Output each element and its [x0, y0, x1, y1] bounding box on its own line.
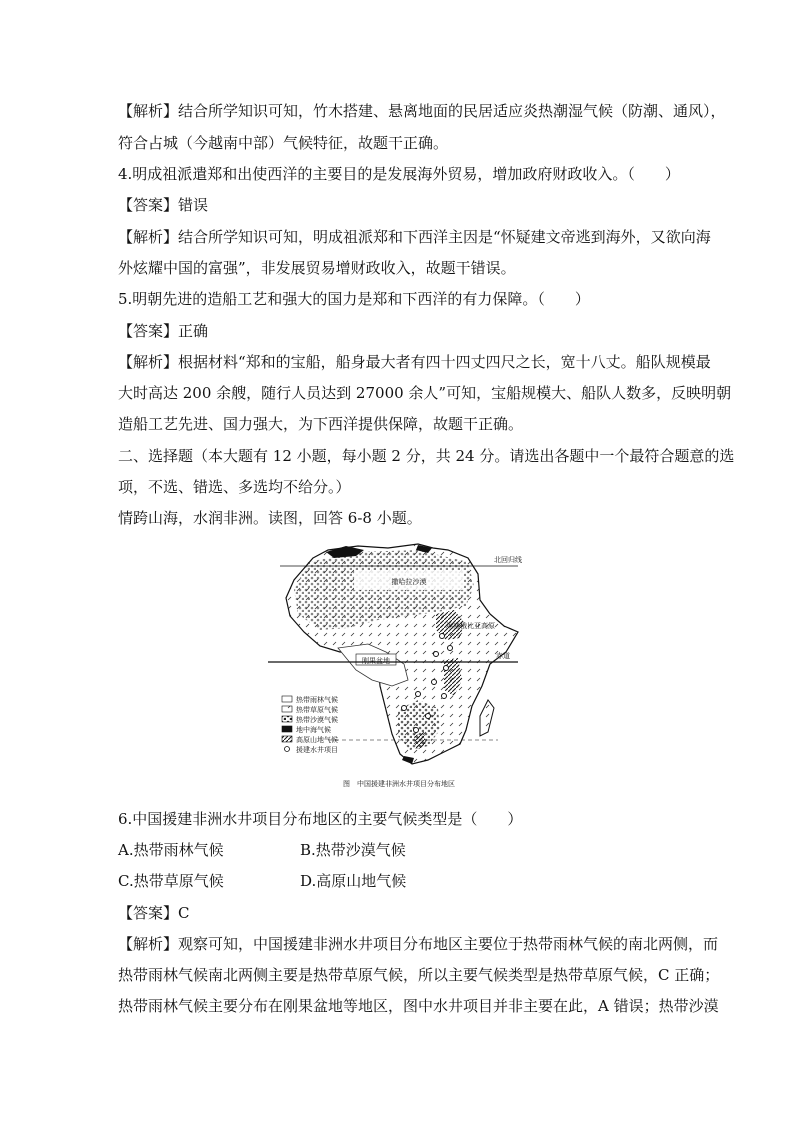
well-marker — [402, 706, 407, 711]
tropic-label: 北回归线 — [494, 556, 522, 564]
well-marker — [414, 728, 419, 733]
congo-label: 刚果盆地 — [362, 657, 390, 665]
well-marker — [416, 692, 421, 697]
answer-6: 【答案】C — [118, 904, 190, 922]
question-6-stem: 6.中国援建非洲水井项目分布地区的主要气候类型是（ ） — [118, 810, 523, 828]
analysis-tag: 【解析】 — [118, 102, 179, 120]
analysis-6-line-2: 热带雨林气候南北两侧主要是热带草原气候，所以主要气候类型是热带草原气候，C 正确； — [118, 966, 720, 984]
legend-label: 援建水井项目 — [296, 746, 338, 754]
legend-label: 高原山地气候 — [296, 736, 338, 744]
legend-label: 地中海气候 — [296, 726, 331, 734]
well-marker — [442, 694, 447, 699]
well-marker — [432, 680, 437, 685]
answer-tag: 【答案】 — [118, 904, 179, 922]
figure-caption: 图 中国援建非洲水井项目分布地区 — [343, 780, 455, 788]
legend-swatch-mediterranean — [282, 726, 292, 732]
analysis-tag: 【解析】 — [118, 353, 179, 371]
analysis-6-line-3: 热带雨林气候主要分布在刚果盆地等地区，图中水井项目并非主要在此，A 错误；热带沙漠 — [118, 997, 719, 1015]
sahara-label: 撒哈拉沙漠 — [391, 578, 427, 586]
answer-5: 【答案】正确 — [118, 322, 209, 340]
section-heading-line-1: 二、选择题（本大题有 12 小题，每小题 2 分，共 24 分。请选出各题中一个最符合题意的选 — [118, 447, 735, 465]
material-intro: 情跨山海，水润非洲。读图，回答 6-8 小题。 — [118, 509, 422, 527]
option-b[interactable]: B.热带沙漠气候 — [300, 841, 406, 859]
analysis-4-line-1: 【解析】结合所学知识可知，明成祖派郑和下西洋主因是“怀疑建文帝逃到海外，又欲向海 — [118, 228, 711, 246]
legend-swatch-rainforest — [282, 696, 292, 702]
answer-4: 【答案】错误 — [118, 196, 209, 214]
question-4: 4.明成祖派遣郑和出使西洋的主要目的是发展海外贸易，增加政府财政收入。（ ） — [118, 165, 680, 183]
legend-swatch-highland — [282, 736, 292, 742]
well-marker — [448, 646, 453, 651]
section-heading-line-2: 项，不选、错选、多选均不给分。） — [118, 478, 351, 496]
legend-swatch-desert — [282, 716, 292, 722]
option-a[interactable]: A.热带雨林气候 — [118, 841, 224, 859]
analysis-tag: 【解析】 — [118, 228, 179, 246]
analysis-6-line-1: 【解析】观察可知，中国援建非洲水井项目分布地区主要位于热带雨林气候的南北两侧，而 — [118, 935, 719, 953]
legend-label: 热带雨林气候 — [296, 696, 338, 704]
well-marker — [444, 666, 449, 671]
analysis-5-line-2: 大时高达 200 余艘，随行人员达到 27000 余人”可知，宝船规模大、船队人数多，反映明朝 — [118, 384, 732, 402]
question-5: 5.明朝先进的造船工艺和强大的国力是郑和下西洋的有力保障。（ ） — [118, 290, 590, 308]
legend-label: 热带沙漠气候 — [296, 716, 338, 724]
equator-label: 赤道 — [496, 652, 510, 660]
answer-tag: 【答案】 — [118, 322, 179, 340]
well-marker — [426, 714, 431, 719]
analysis-5-line-1: 【解析】根据材料“郑和的宝船，船身最大者有四十四丈四尺之长，宽十八丈。船队规模最 — [118, 353, 711, 371]
map-svg — [268, 540, 530, 796]
madagascar — [480, 700, 494, 736]
analysis-4-line-2: 外炫耀中国的富强”，非发展贸易增财政收入，故题干错误。 — [118, 259, 516, 277]
analysis-tag: 【解析】 — [118, 935, 179, 953]
option-d[interactable]: D.高原山地气候 — [300, 872, 407, 890]
analysis-5-line-3: 造船工艺先进、国力强大，为下西洋提供保障，故题干正确。 — [118, 415, 524, 433]
well-marker — [440, 634, 445, 639]
legend-label: 热带草原气候 — [296, 706, 338, 714]
map-legend — [282, 695, 338, 754]
africa-climate-map — [268, 540, 530, 796]
option-c[interactable]: C.热带草原气候 — [118, 872, 224, 890]
legend-swatch-savanna — [282, 706, 292, 712]
well-marker — [434, 652, 439, 657]
answer-tag: 【答案】 — [118, 196, 179, 214]
highland-label: 埃塞俄比亚高原 — [446, 622, 495, 630]
analysis-line-1: 【解析】结合所学知识可知，竹木搭建、悬离地面的民居适应炎热潮湿气候（防潮、通风）， — [118, 102, 726, 120]
analysis-line-2: 符合占城（今越南中部）气候特征，故题干正确。 — [118, 134, 449, 152]
legend-swatch-well — [285, 747, 290, 752]
